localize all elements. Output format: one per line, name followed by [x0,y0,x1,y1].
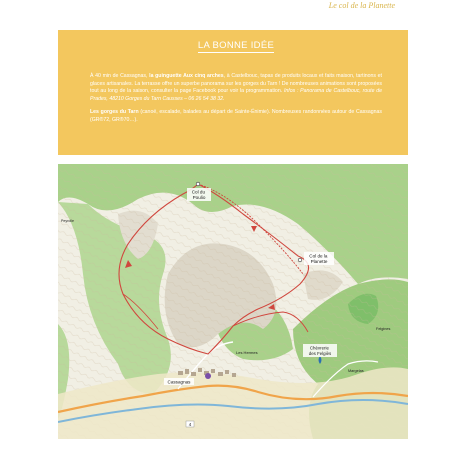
label-les-hermes: Les Hermes [236,350,258,355]
box-title: LA BONNE IDÉE [197,40,275,51]
label-col-poulio: Col du Poulio [191,189,206,200]
box-paragraph-guinguette: À 40 min de Cassagnas, la guinguette Aux cinq arches, à Castelbouc, tapas de produits locaux et faits maison, tartinons et glaces artisanales. La terrasse offre un superbe panorama sur les gorges du Tarn ! De nombreuses animations sont proposées tout au long de la saison, consulter la page Facebook pour voir la programmation. Infos : Panorama de Castelbouc, route de Prades, 48210 Gorges du Tarn Causses – 06 26 54 38 32. [90,73,383,102]
waypoint-col-planette [298,258,302,262]
label-col-planette: Col de la Planette [309,253,328,264]
label-cassagnas: Cassagnas [167,379,191,385]
good-idea-box [58,30,408,155]
box-paragraph-gorges: Les gorges du Tarn (canoë, escalade, balades au départ de Sainte-Énimie). Nombreuses randonnées autour de Cassagnas (GR®72, GR®70…). [90,109,382,123]
label-peyrolle: Peyrolle [61,219,74,223]
label-margelas: Margelas [348,369,364,373]
start-marker [205,373,211,379]
label-chevrerie: Chèvrerie des Felgiès [308,345,332,356]
label-felgines: Felgines [376,327,391,331]
topographic-map [58,164,408,439]
road-number: 4 [188,422,192,427]
running-head: Le col de la Planette [328,1,395,10]
hiking-map [58,164,408,439]
waypoint-col-poulio [196,182,200,186]
